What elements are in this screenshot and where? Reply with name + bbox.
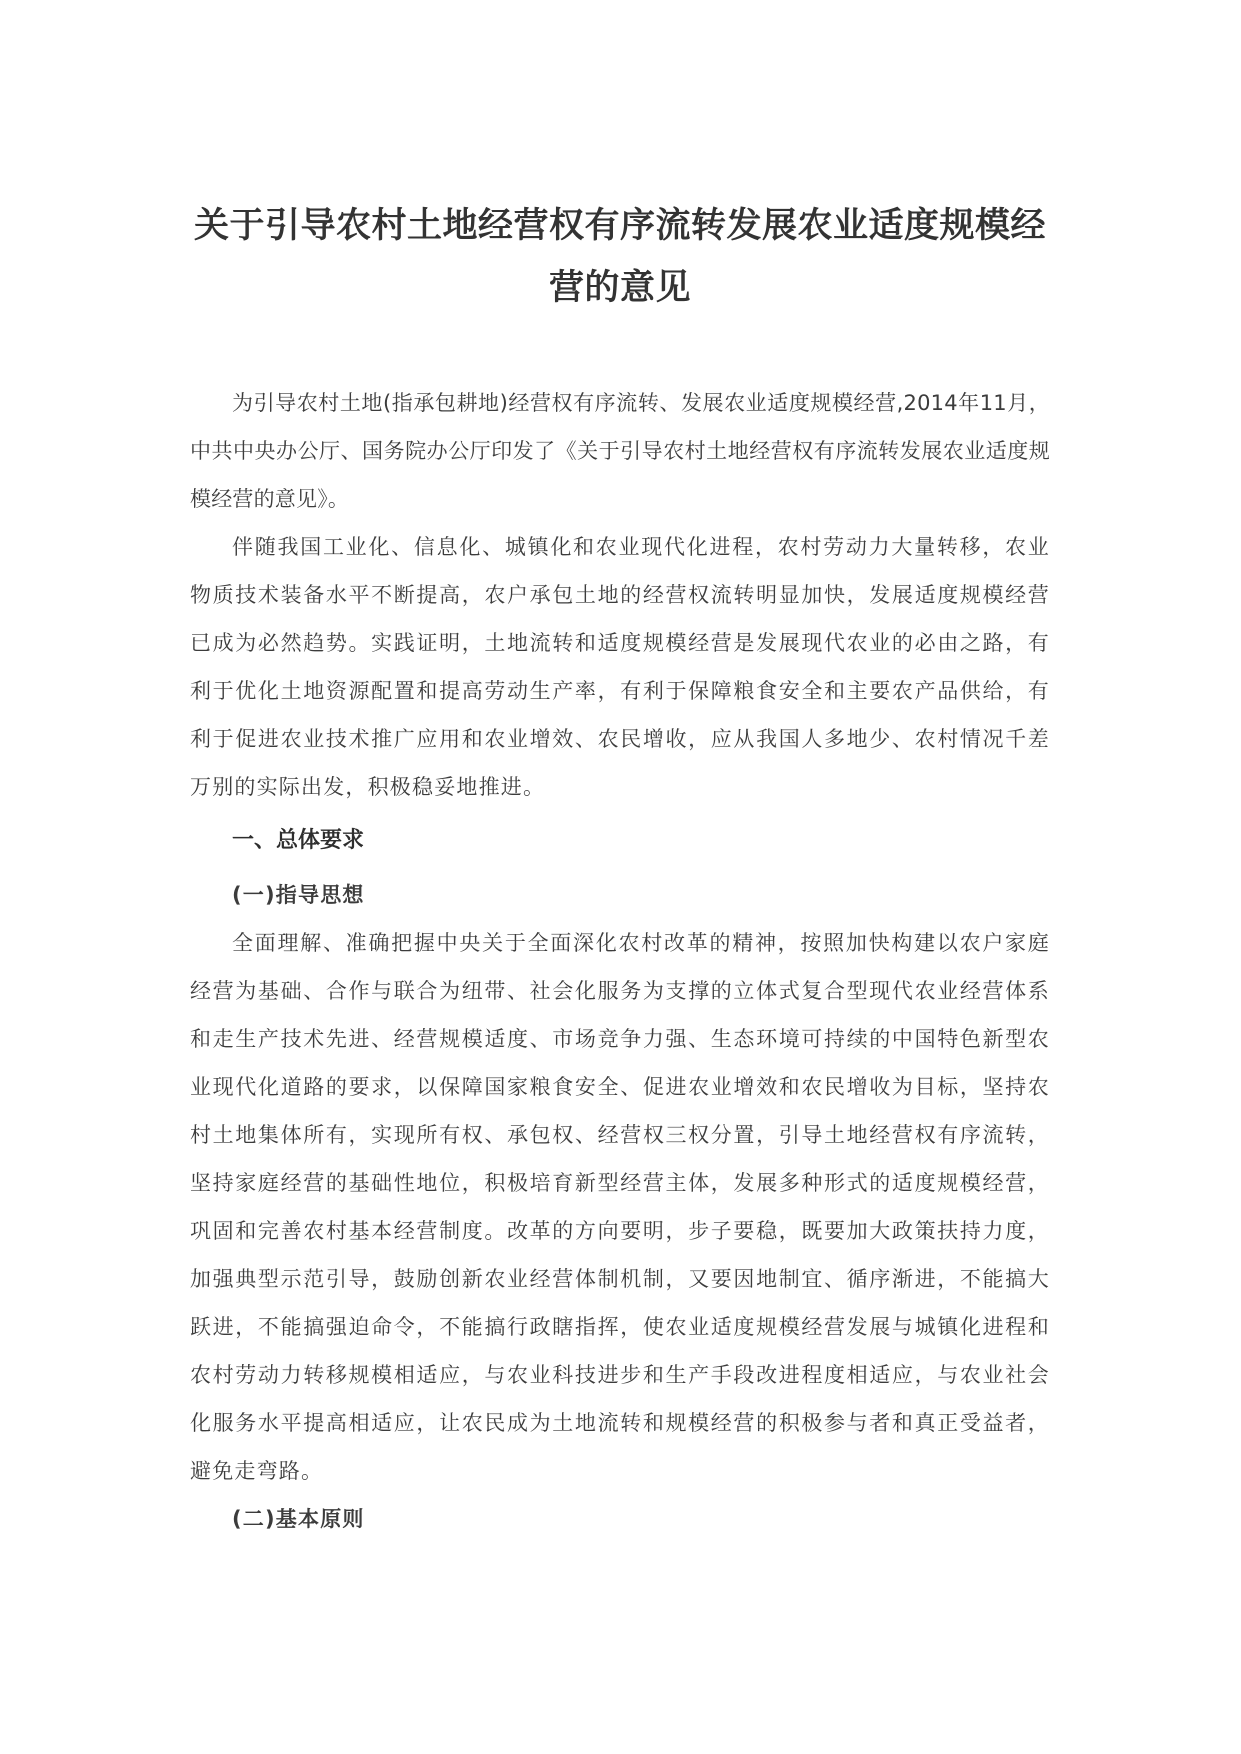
section-heading-general-requirements: 一、总体要求 <box>232 828 365 853</box>
subheading-guiding-ideology: (一)指导思想 <box>232 883 365 907</box>
document-page <box>190 195 1050 1543</box>
document-body <box>190 379 1050 1543</box>
document-title: 关于引导农村土地经营权有序流转发展农业适度规模经营的意见 <box>193 205 1046 308</box>
intro-paragraph: 为引导农村土地(指承包耕地)经营权有序流转、发展农业适度规模经营,2014年11月，中共中央办公厅、国务院办公厅印发了《关于引导农村土地经营权有序流转发展农业适度规模经营的意见》。 <box>190 391 1050 511</box>
guiding-ideology-paragraph: 全面理解、准确把握中央关于全面深化农村改革的精神，按照加快构建以农户家庭经营为基础、合作与联合为纽带、社会化服务为支撑的立体式复合型现代农业经营体系和走生产技术先进、经营规模适度、市场竞争力强、生态环境可持续的中国特色新型农业现代化道路的要求，以保障国家粮食安全、促进农业增效和农民增收为目标，坚持农村土地集体所有，实现所有权、承包权、经营权三权分置，引导土地经营权有序流转，坚持家庭经营的基础性地位，积极培育新型经营主体，发展多种形式的适度规模经营，巩固和完善农村基本经营制度。改革的方向要明，步子要稳，既要加大政策扶持力度，加强典型示范引导，鼓励创新农业经营体制机制，又要因地制宜、循序渐进，不能搞大跃进，不能搞强迫命令，不能搞行政瞎指挥，使农业适度规模经营发展与城镇化进程和农村劳动力转移规模相适应，与农业科技进步和生产手段改进程度相适应，与农业社会化服务水平提高相适应，让农民成为土地流转和规模经营的积极参与者和真正受益者，避免走弯路。 <box>190 931 1050 1483</box>
background-paragraph: 伴随我国工业化、信息化、城镇化和农业现代化进程，农村劳动力大量转移，农业物质技术装备水平不断提高，农户承包土地的经营权流转明显加快，发展适度规模经营已成为必然趋势。实践证明，土地流转和适度规模经营是发展现代农业的必由之路，有利于优化土地资源配置和提高劳动生产率，有利于保障粮食安全和主要农产品供给，有利于促进农业技术推广应用和农业增效、农民增收，应从我国人多地少、农村情况千差万别的实际出发，积极稳妥地推进。 <box>190 535 1050 799</box>
subheading-basic-principles: (二)基本原则 <box>232 1507 365 1531</box>
